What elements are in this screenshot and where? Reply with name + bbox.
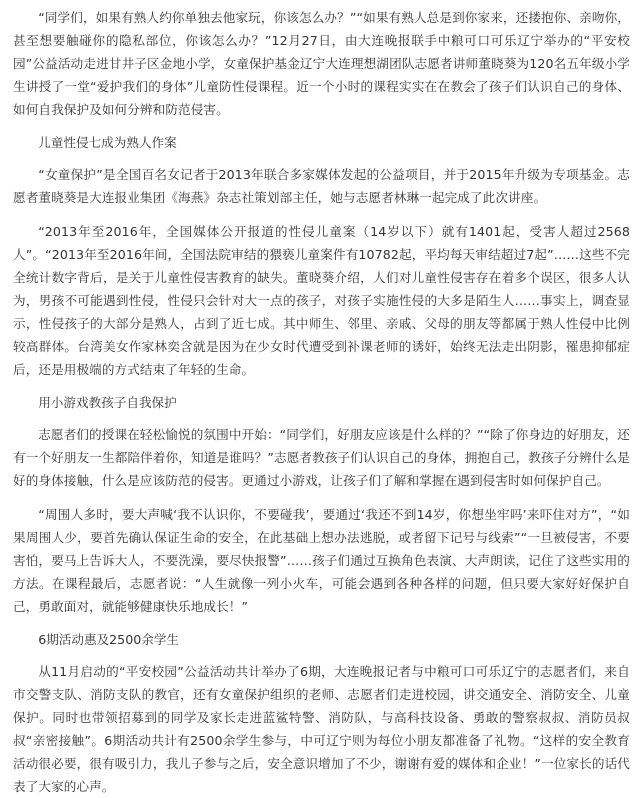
intro-paragraph: “同学们，如果有熟人约你单独去他家玩，你该怎么办？”“如果有熟人总是到你家来，还搂抱你、亲吻你，甚至想要触碰你的隐私部位，你该怎么办？”12月27日，由大连晚报联手中粮可口可乐辽宁举办的“平安校园”公益活动走进甘井子区金地小学，女童保护基金辽宁大连理想湖团队志愿者讲师董晓葵为120名五年级小学生讲授了一堂“爱护我们的身体”儿童防性侵课程。近一个小时的课程实实在在教会了孩子们认识自己的身体、如何自我保护及如何分辨和防范侵害。 [13, 10, 630, 117]
paragraph-events: 从11月启动的“平安校园”公益活动共计举办了6期，大连晚报记者与中粮可口可乐辽宁的志愿者们，来自市交警支队、消防支队的教官，还有女童保护组织的老师、志愿者们走进校园，讲交通安全、消防安全、儿童保护。同时也带领招募到的同学及家长走进蓝鲨特警、消防队，与高科技设备、勇敢的警察叔叔、消防员叔叔“亲密接触”。6期活动共计有2500余学生参与，中可辽宁则为每位小朋友都准备了礼物。“这样的安全教育活动很必要，很有吸引力，我儿子参与之后，安全意识增加了不少，谢谢有爱的媒体和企业！”一位家长的话代表了大家的心声。 [13, 664, 630, 794]
paragraph-statistics: “2013年至2016年，全国媒体公开报道的性侵儿童案（14岁以下）就有1401起，受害人超过2568人”。“2013年至2016年间，全国法院审结的猥亵儿童案件有10782起，平均每天审结超过7起”……这些不完全统计数字背后，是关于儿童性侵害教育的缺失。董晓葵介绍，人们对儿童性侵害存在着多个误区，很多人认为，男孩不可能遇到性侵，性侵只会针对大一点的孩子，对孩子实施性侵的大多是陌生人……事实上，调查显示，性侵孩子的大部分是熟人，占到了近七成。其中师生、邻里、亲戚、父母的朋友等都属于熟人性侵中比例较高群体。台湾美女作家林奕含就是因为在少女时代遭受到补课老师的诱奸，始终无法走出阴影，罹患抑郁症后，还是用极端的方式结束了年轻的生命。 [13, 224, 630, 377]
paragraph-girls-protection: “女童保护”是全国百名女记者于2013年联合多家媒体发起的公益项目，并于2015年升级为专项基金。志愿者董晓葵是大连报业集团《海燕》杂志社策划部主任，她与志愿者林琳一起完成了此次讲座。 [13, 167, 630, 205]
paragraph-lesson-start: 志愿者们的授课在轻松愉悦的氛围中开始：“同学们，好朋友应该是什么样的？”“除了你身边的好朋友，还有一个好朋友一生都陪伴着你，知道是谁吗？”志愿者教孩子们认识自己的身体，拥抱自己，教孩子分辨什么是好的身体接触，什么是应该防范的侵害。更通过小游戏，让孩子们了解和掌握在遇到侵害时如何保护自己。 [13, 427, 630, 488]
section-heading-games: 用小游戏教孩子自我保护 [38, 395, 177, 410]
section-heading-events: 6期活动惠及2500余学生 [38, 632, 180, 647]
section-heading-acquaintance: 儿童性侵七成为熟人作案 [38, 135, 177, 150]
paragraph-methods: “周围人多时，要大声喊‘我不认识你，不要碰我’，要通过‘我还不到14岁，你想坐牢吗’来吓住对方”，“如果周围人少，要首先确认保证生命的安全，在此基础上想办法逃脱，或者留下记号与线索”“一旦被侵害，不要害怕，要马上告诉大人，不要洗澡，要尽快报警”……孩子们通过互换角色表演、大声朗读，记住了这些实用的方法。在课程最后，志愿者说：“人生就像一列小火车，可能会遇到各种各样的问题，但只要大家好好保护自己，勇敢面对，就能够健康快乐地成长！” [13, 507, 630, 614]
